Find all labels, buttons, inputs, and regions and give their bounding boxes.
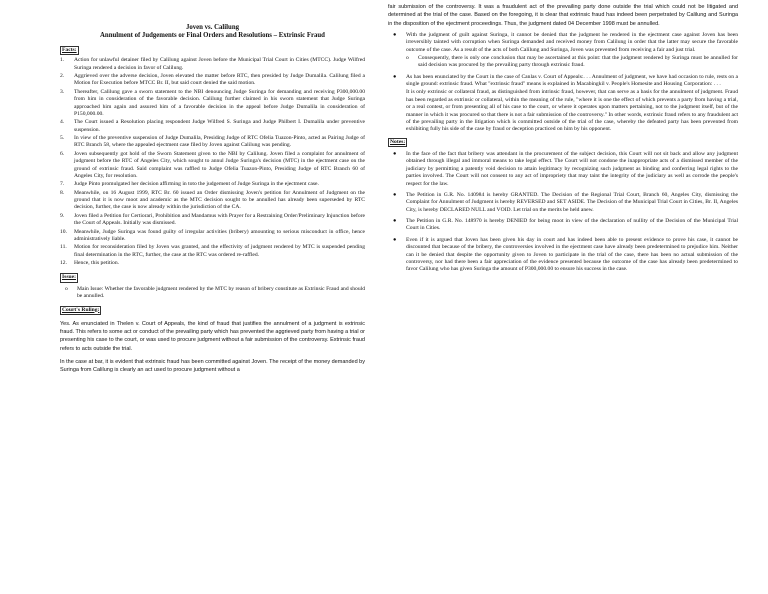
- fact-number: 5.: [60, 135, 65, 142]
- fact-number: 8.: [60, 189, 65, 196]
- bullet-marker: ●: [393, 218, 397, 224]
- fact-number: 10.: [60, 228, 67, 235]
- left-column: [60, 24, 365, 374]
- fact-text: Joven filed a Petition for Certiorari, Prohibition and Mandamus with Prayer for a Restraining Order/Preliminary Injunction before the Court of Appeals. Initially was dismissed.: [74, 212, 365, 227]
- facts-list: [60, 57, 365, 267]
- ruling-continuation: fair submission of the controversy. It was a fraudulent act of the prevailing party done outside the trial which could not be litigated and determined at the trial of the case. Based on the foregoing, it is clear that extrinsic fraud has indeed been perpetrated by Calilung and Suringa in the disposition of the ejectment proceedings. Thus, the judgment dated 04 December 1998 must be annulled.: [388, 4, 738, 27]
- notes-list: [388, 151, 738, 274]
- sub-bullet-marker: o: [406, 54, 409, 61]
- note-text: The Petition in G.R. No. 140984 is hereby GRANTED. The Decision of the Regional Trial Court, Branch 60, Angeles City, dismissing the Complaint for Annulment of Judgment is hereby REVERSED and SET ASIDE. The Decision of the Municipal Trial Court in Cities, Br. II, Angeles City, is hereby DECLARED NULL and VOID. Let trial on the merits be held anew.: [406, 191, 738, 213]
- fact-item: [60, 244, 365, 259]
- document-title: [60, 24, 365, 41]
- fact-number: 3.: [60, 88, 65, 95]
- note-item: [388, 151, 738, 188]
- fact-item: [60, 151, 365, 181]
- fact-text: Action for unlawful detainer filed by Calilung against Joven before the Municipal Trial Court in Cities (MTCC). Judge Wilfred Suringa rendered a decision in favor of Calilung.: [74, 57, 365, 71]
- ruling-sub-text: Consequently, there is only one conclusion that may be ascertained at this point: that the judgment rendered by Suringa must be annulled for said decision was procured by the prevailing party through extrinsic fraud.: [418, 54, 738, 69]
- issue-heading: Issue:: [60, 273, 78, 282]
- issue-item: [65, 286, 365, 301]
- note-text: Even if it is argued that Joven has been given his day in court and has indeed been able to present evidence to prove his case, it cannot be discounted that because of the bribery, the controversies involved in the ejectment case have already been predetermined to prejudice him. Neither can it be denied that despite the opportunity given to Joven to participate in the trial of the case, there has been no actual submission of the controversy, nor had there been a fair appreciation of the evidence presented because the outcome of the case has already been predetermined to favor Calilung who has given Suringa the amount of P300,000.00 to ensure his success in the case.: [406, 236, 738, 273]
- fact-text: The Court issued a Resolution placing respondent Judge Wilfred S. Suringa and Judge Philbert I. Dumalila under preventive suspension.: [74, 119, 365, 133]
- fact-text: Motion for reconsideration filed by Joven was granted, and the effectivity of judgment rendered by MTC is suspended pending final determination in the RTC, further, the case at the RTC was ordered re-raffled.: [74, 244, 365, 258]
- fact-item: [60, 89, 365, 119]
- fact-number: 2.: [60, 73, 65, 80]
- fact-text: Aggrieved over the adverse decision, Joven elevated the matter before RTC, then presided by Judge Dumalila. Calilung filed a Motion for Execution before MTCC Br. II, but said court denied the said motion.: [74, 73, 365, 87]
- ruling-bullet-item: [388, 74, 738, 89]
- fact-item: [60, 190, 365, 212]
- fact-text: Joven subsequently got hold of the Sworn Statement given to the NBI by Calilung. Joven filed a complaint for annulment of judgment before the RTC of Angeles City, which sought to annul Judge Suringa's decision (MTC) in the ejectment case on the ground of extrinsic fraud. Said complaint was raffled to Judge Ofelia Tuazon-Pinto, Presiding Judge of RTC Branch 60 of Angeles City, for resolution.: [74, 150, 365, 179]
- fact-item: [60, 229, 365, 244]
- bullet-marker: ●: [393, 31, 397, 38]
- facts-heading: Facts:: [60, 46, 79, 55]
- fact-item: [60, 73, 365, 88]
- ruling-paragraph-1: Yes. As enunciated in Thelen v. Court of Appeals, the kind of fraud that justifies the annulment of a judgment is extrinsic fraud. This refers to some act or conduct of the prevailing party which has prevented the aggrieved party from having a trial or presenting his case to the court, or was used to procure judgment without a fair submission of the controversy. Extrinsic fraud refers to acts outside the trial.: [60, 320, 366, 352]
- bullet-marker: ●: [393, 73, 397, 80]
- note-item: [388, 192, 738, 214]
- bullet-marker: ●: [393, 191, 397, 198]
- ruling-heading: Court's Ruling:: [60, 306, 101, 315]
- issue-text: Main Issue: Whether the favorable judgment rendered by the MTC by reason of bribery constitute as Extrinsic Fraud and should be annulled.: [77, 285, 365, 300]
- bullet-marker: ●: [393, 236, 397, 243]
- issue-bullet: o: [65, 285, 68, 292]
- notes-heading: Notes:: [388, 138, 407, 147]
- ruling-bullet-text: With the judgment of guilt against Suringa, it cannot be denied that the judgment he rendered in the ejectment case against Joven has been irreversibly tainted with corruption when Suringa demanded and received money from Calilung in order that the latter may secure the favorable outcome of the case. As a result of the acts of both Calilung and Suringa, Joven was prevented from receiving a fair and just trial.: [406, 31, 738, 53]
- note-item: [388, 218, 738, 233]
- fact-number: 7.: [60, 181, 65, 188]
- fact-text: Meanwhile, on 16 August 1999, RTC Br. 60 issued an Order dismissing Joven's petition for Annulment of Judgment on the ground that it is now moot and academic as the MTC decision sought to be annulled has already been superseded by RTC decision, further, the case is now already within the jurisdiction of the CA.: [74, 189, 365, 211]
- fact-number: 1.: [60, 57, 65, 64]
- note-text: In the face of the fact that bribery was attendant in the procurement of the subject decision, this Court will not sit back and allow any judgment obtained through illegal and immoral means to take legal effect. The Court will not condone the inappropriate acts of a dismissed member of the judiciary by permitting a patently void decision to attain legitimacy by recognizing such judgment as binding and conferring legal rights to the parties involved. The Court will not consent to any act of impropriety that may taint the integrity of the judiciary as well as corrode the people's respect for the law.: [406, 151, 738, 187]
- fact-text: Hence, this petition.: [74, 260, 120, 267]
- fact-item: [60, 213, 365, 228]
- fact-number: 6.: [60, 150, 65, 157]
- fact-number: 9.: [60, 212, 65, 219]
- fact-item: [60, 135, 365, 150]
- fact-item: [60, 181, 365, 188]
- fact-text: In view of the preventive suspension of Judge Dumalila, Presiding Judge of RTC Ofelia Tuazon-Pinto, acted as Pairing Judge of RTC Branch 58, where the appealed ejectment case filed by Joven against Calilung was pending.: [74, 135, 365, 149]
- ruling-quote-text: It is only extrinsic or collateral fraud, as distinguished from intrinsic fraud, however, that can serve as a basis for the annulment of judgment. Fraud has been regarded as extrinsic or collateral, within the meaning of the rule, "where it is one the effect of which prevents a party from having a trial, or a real contest, or from presenting all of his case to the court, or where it operates upon matters pertaining, not to the judgment itself, but of the manner in which it was procured so that there is not a fair submission of the controversy." In other words, extrinsic fraud refers to any fraudulent act of the prevailing party in the litigation which is committed outside of the trial of the case, whereby the defeated party has been prevented from exhibiting fully his side of the case by fraud or deception practiced on him by his opponent.: [406, 89, 738, 133]
- ruling-bullet-item: [388, 32, 738, 54]
- ruling-bullet-text: As has been enunciated by the Court in the case of Canlas v. Court of Appeals:. . . Annulment of judgment, we have had occasion to rule, rests on a single ground: extrinsic fraud. What "extrinsic fraud" means is explained in Macabingkil v. People's Homesite and Housing Corporation: . . .: [406, 73, 738, 87]
- fact-item: [60, 260, 365, 267]
- bullet-marker: [388, 89, 406, 133]
- fact-number: 11.: [60, 244, 67, 251]
- ruling-paragraph-2: In the case at bar, it is evident that extrinsic fraud has been committed against Joven. The receipt of the money demanded by Suringa from Calilung is clearly an act used to procure judgment without a: [60, 358, 365, 374]
- ruling-quote-item: [388, 89, 738, 133]
- note-text: The Petition in G.R. No. 148970 is hereby DENIED for being moot in view of the declaration of nullity of the Decision of the Municipal Trial Court in Cities.: [406, 218, 738, 232]
- note-item: [388, 237, 738, 274]
- fact-text: Meanwhile, Judge Suringa was found guilty of irregular activities (bribery) amounting to serious misconduct in office, hence administratively liable.: [74, 228, 365, 242]
- fact-item: [60, 119, 365, 134]
- bullet-marker: ●: [393, 151, 397, 157]
- title-subject: Annulment of Judgements or Final Orders and Resolutions – Extrinsic Fraud: [100, 32, 325, 40]
- fact-number: 12.: [60, 260, 67, 267]
- fact-text: Thereafter, Calilung gave a sworn statement to the NBI denouncing Judge Suringa for demanding and receiving P300,000.00 from him in consideration of the favorable decision. Calilung further claimed in his sworn statement that Judge Suringa approached him again and assured him of a favorable decision in the appeal before Judge Dumalila in consideration of P150,000.00.: [74, 88, 365, 117]
- right-column: [388, 3, 738, 274]
- title-case-name: Joven vs. Calilung: [185, 24, 240, 31]
- fact-text: Judge Pinto promulgated her decision affirming in toto the judgement of Judge Suringa in the ejectment case.: [74, 181, 319, 188]
- fact-item: [60, 57, 365, 72]
- fact-number: 4.: [60, 119, 65, 126]
- ruling-sub-item: [406, 55, 738, 70]
